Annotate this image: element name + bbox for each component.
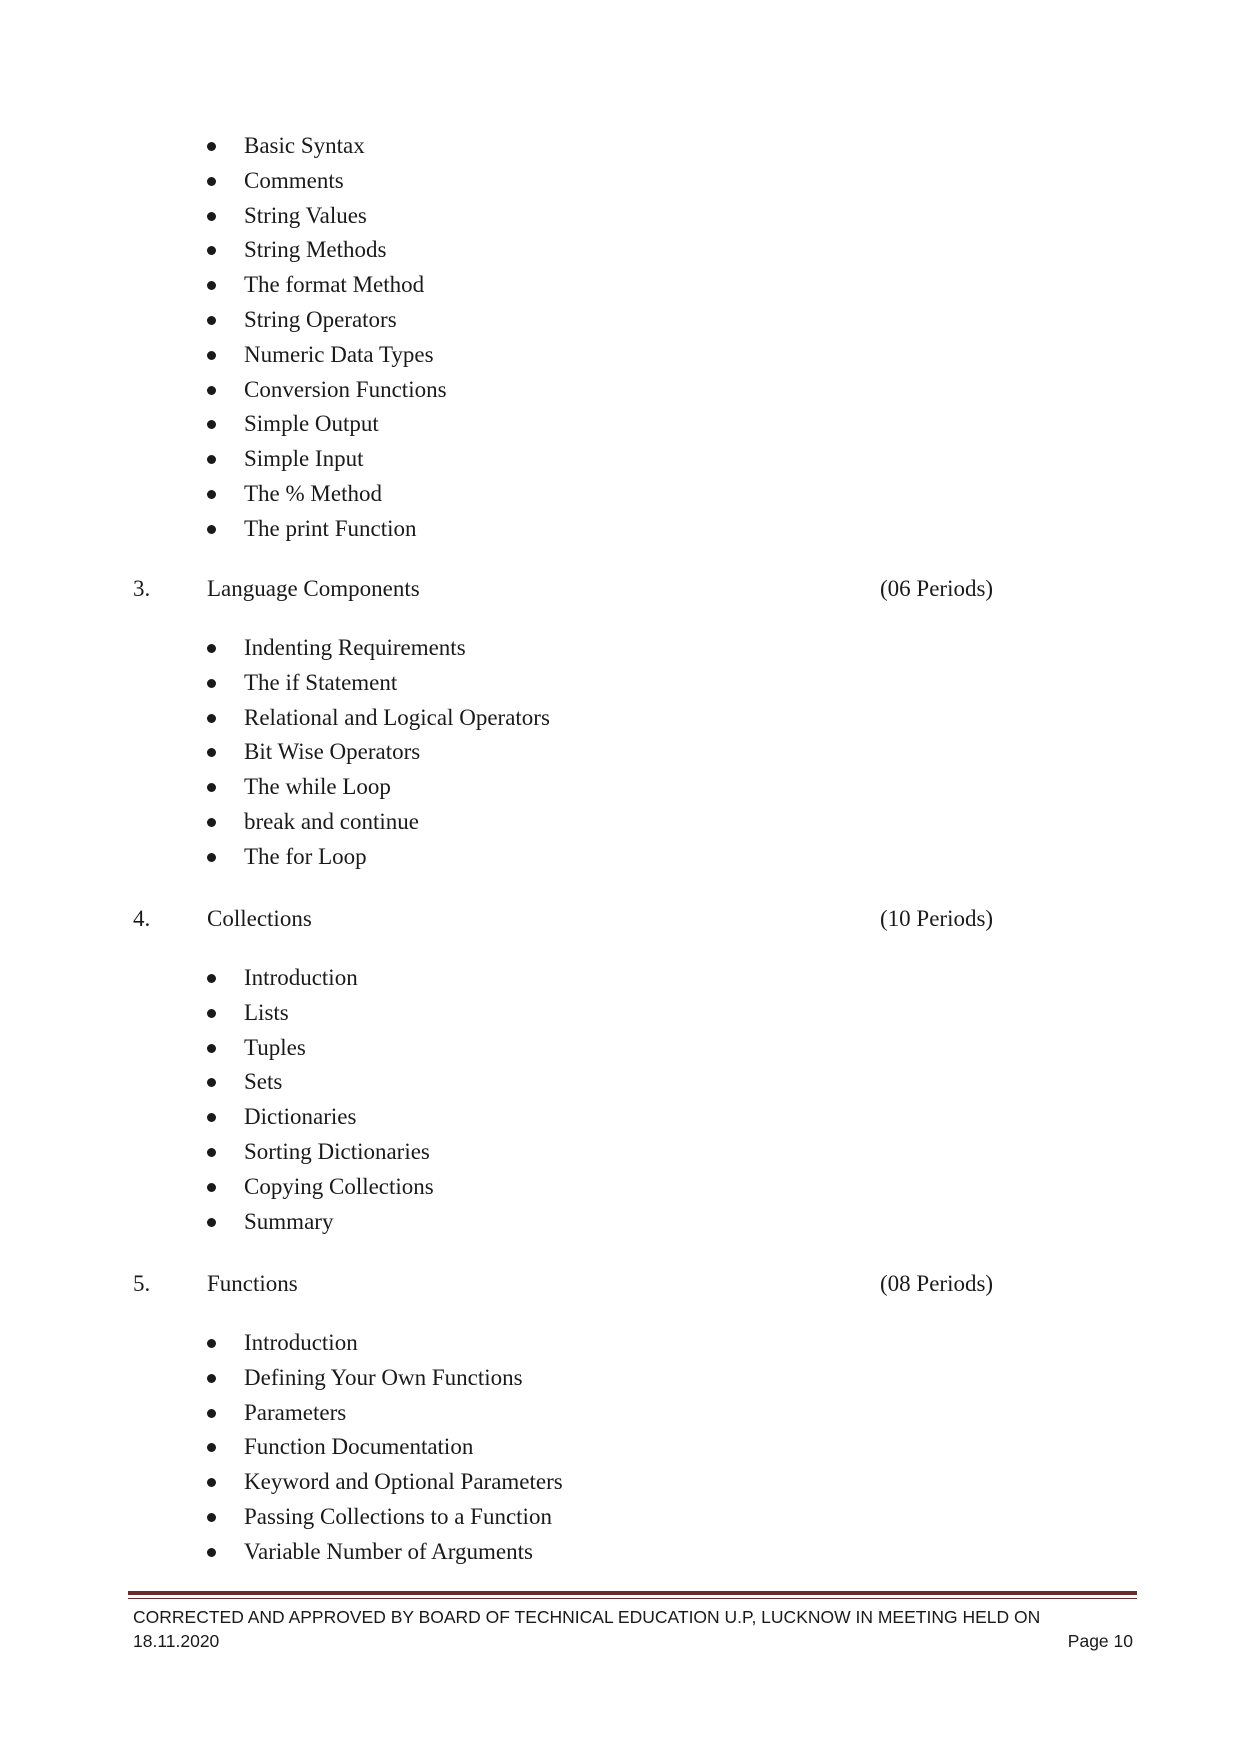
section-title: Functions bbox=[207, 1271, 298, 1296]
bullet-icon bbox=[207, 644, 216, 653]
bullet-icon bbox=[207, 1044, 216, 1053]
bullet-icon bbox=[207, 1409, 216, 1418]
section-number: 4. bbox=[133, 906, 151, 931]
bullet-icon bbox=[207, 1339, 216, 1348]
list-item: Basic Syntax bbox=[0, 129, 447, 164]
bullet-icon bbox=[207, 1009, 216, 1018]
list-item: Summary bbox=[0, 1205, 434, 1240]
bullet-icon bbox=[207, 818, 216, 827]
list-item: Lists bbox=[0, 996, 434, 1031]
list-item: Variable Number of Arguments bbox=[0, 1535, 563, 1570]
bullet-icon bbox=[207, 974, 216, 983]
bullet-icon bbox=[207, 1148, 216, 1157]
list-item: Passing Collections to a Function bbox=[0, 1500, 563, 1535]
bullet-list-language-components bbox=[0, 631, 550, 875]
section-title: Language Components bbox=[207, 576, 420, 601]
list-item: Relational and Logical Operators bbox=[0, 701, 550, 736]
list-item: Bit Wise Operators bbox=[0, 735, 550, 770]
list-item: Introduction bbox=[0, 961, 434, 996]
bullet-icon bbox=[207, 1513, 216, 1522]
list-item: Parameters bbox=[0, 1396, 563, 1431]
section-number: 5. bbox=[133, 1271, 151, 1296]
footer-approval-text: CORRECTED AND APPROVED BY BOARD OF TECHNICAL EDUCATION U.P, LUCKNOW IN MEETING HELD ON bbox=[133, 1607, 1041, 1627]
bullet-icon bbox=[207, 281, 216, 290]
list-item: Copying Collections bbox=[0, 1170, 434, 1205]
bullet-icon bbox=[207, 679, 216, 688]
list-item: Comments bbox=[0, 164, 447, 199]
list-item: The print Function bbox=[0, 512, 447, 547]
bullet-icon bbox=[207, 1078, 216, 1087]
bullet-list-collections bbox=[0, 961, 434, 1239]
bullet-icon bbox=[207, 1374, 216, 1383]
bullet-icon bbox=[207, 525, 216, 534]
list-item: Sorting Dictionaries bbox=[0, 1135, 434, 1170]
footer-rule bbox=[128, 1591, 1137, 1595]
bullet-icon bbox=[207, 1443, 216, 1452]
list-item: The % Method bbox=[0, 477, 447, 512]
list-item: The for Loop bbox=[0, 840, 550, 875]
bullet-icon bbox=[207, 490, 216, 499]
bullet-icon bbox=[207, 177, 216, 186]
list-item: Introduction bbox=[0, 1326, 563, 1361]
bullet-icon bbox=[207, 783, 216, 792]
bullet-icon bbox=[207, 420, 216, 429]
bullet-icon bbox=[207, 1113, 216, 1122]
bullet-icon bbox=[207, 212, 216, 221]
footer-bottom-line bbox=[133, 1629, 1133, 1653]
section-periods: (10 Periods) bbox=[880, 906, 994, 931]
bullet-icon bbox=[207, 386, 216, 395]
section-heading-language-components bbox=[0, 571, 1241, 607]
section-number: 3. bbox=[133, 576, 151, 601]
section-heading-functions bbox=[0, 1266, 1241, 1302]
bullet-list-functions bbox=[0, 1326, 563, 1570]
list-item: Indenting Requirements bbox=[0, 631, 550, 666]
bullet-icon bbox=[207, 316, 216, 325]
list-item: Conversion Functions bbox=[0, 373, 447, 408]
bullet-icon bbox=[207, 455, 216, 464]
list-item: The if Statement bbox=[0, 666, 550, 701]
list-item: break and continue bbox=[0, 805, 550, 840]
list-item: The format Method bbox=[0, 268, 447, 303]
section-periods: (06 Periods) bbox=[880, 576, 994, 601]
bullet-icon bbox=[207, 1218, 216, 1227]
bullet-icon bbox=[207, 1183, 216, 1192]
bullet-icon bbox=[207, 246, 216, 255]
list-item: Function Documentation bbox=[0, 1430, 563, 1465]
list-item: Keyword and Optional Parameters bbox=[0, 1465, 563, 1500]
list-item: Simple Input bbox=[0, 442, 447, 477]
list-item: Tuples bbox=[0, 1031, 434, 1066]
section-heading-collections bbox=[0, 901, 1241, 937]
page-footer bbox=[133, 1605, 1133, 1653]
list-item: String Methods bbox=[0, 233, 447, 268]
list-item: Sets bbox=[0, 1065, 434, 1100]
bullet-icon bbox=[207, 1478, 216, 1487]
bullet-icon bbox=[207, 142, 216, 151]
list-item: Dictionaries bbox=[0, 1100, 434, 1135]
bullet-icon bbox=[207, 714, 216, 723]
bullet-icon bbox=[207, 351, 216, 360]
bullet-icon bbox=[207, 1548, 216, 1557]
bullet-list-continued bbox=[0, 129, 447, 547]
bullet-icon bbox=[207, 853, 216, 862]
footer-date: 18.11.2020 bbox=[133, 1631, 220, 1651]
list-item: String Operators bbox=[0, 303, 447, 338]
list-item: String Values bbox=[0, 199, 447, 234]
list-item: Numeric Data Types bbox=[0, 338, 447, 373]
bullet-icon bbox=[207, 748, 216, 757]
list-item: Simple Output bbox=[0, 407, 447, 442]
list-item: The while Loop bbox=[0, 770, 550, 805]
section-periods: (08 Periods) bbox=[880, 1271, 994, 1296]
page-number: Page 10 bbox=[1067, 1631, 1133, 1651]
list-item: Defining Your Own Functions bbox=[0, 1361, 563, 1396]
section-title: Collections bbox=[207, 906, 312, 931]
footer-rule-thin bbox=[128, 1598, 1137, 1599]
